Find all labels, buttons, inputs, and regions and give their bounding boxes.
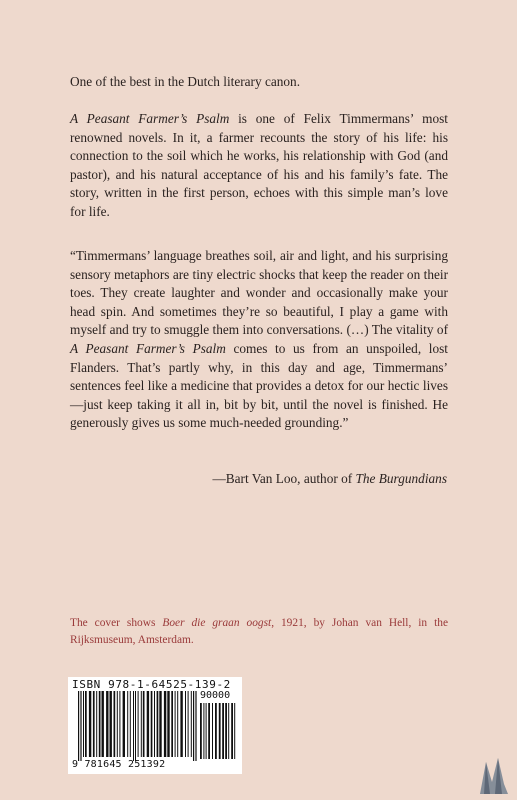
barcode-bar [212, 703, 213, 759]
barcode-bar [225, 703, 227, 759]
barcode-bar [228, 703, 229, 759]
barcode-bar [231, 703, 233, 759]
barcode-bar [114, 691, 116, 757]
barcode-bar [171, 691, 173, 757]
barcode-bar [138, 691, 139, 757]
barcode-bar [177, 691, 178, 757]
barcode-bar [185, 691, 186, 757]
attribution-work: The Burgundians [355, 471, 447, 486]
barcode-bar [222, 703, 224, 759]
barcode-bar [99, 691, 101, 757]
book-description [70, 110, 448, 222]
barcode-bar [215, 703, 217, 759]
review-quote [70, 247, 448, 433]
barcode-bar [167, 691, 169, 757]
barcode-bar [203, 703, 204, 759]
isbn-barcode [68, 677, 242, 774]
barcode-bar [110, 691, 112, 757]
barcode-bar [191, 691, 192, 757]
barcode-bar [127, 691, 128, 757]
barcode-bar [164, 691, 166, 757]
cover-credit-prefix: The cover shows [70, 617, 163, 629]
barcode-bar [130, 691, 131, 757]
barcode-bar [143, 691, 145, 757]
barcode-bar [208, 703, 210, 759]
barcode-bar [175, 691, 176, 757]
barcode-bar [78, 691, 79, 761]
barcode-bar [135, 691, 136, 761]
barcode-bars [72, 691, 238, 761]
book-title: A Peasant Farmer’s Psalm [70, 111, 230, 126]
barcode-bar [147, 691, 149, 757]
barcode-bar [96, 691, 97, 757]
barcode-bar [219, 703, 221, 759]
publisher-logo [476, 754, 512, 796]
barcode-bar [93, 691, 95, 757]
cover-artwork-title: Boer die graan oogst [162, 617, 272, 629]
barcode-bar [133, 691, 134, 761]
barcode-bar [195, 691, 196, 761]
barcode-bar [141, 691, 142, 757]
barcode-bar [119, 691, 120, 757]
barcode-bar [102, 691, 104, 757]
barcode-bar [117, 691, 118, 757]
barcode-bar [157, 691, 159, 757]
cover-credit-suffix: , 1921, by Johan van Hell, in the Rijksmuseum, Amsterdam. [70, 617, 449, 646]
barcode-bar [154, 691, 155, 757]
quote-attribution [212, 470, 447, 489]
barcode-bar [123, 691, 125, 757]
barcode-bar [234, 703, 235, 759]
addon-digits: 90000 [200, 690, 231, 701]
cover-credit [70, 615, 448, 648]
ean-digits: 9 781645 251392 [72, 759, 166, 770]
barcode-bar [85, 691, 87, 757]
barcode-bar [83, 691, 84, 757]
barcode-bar [193, 691, 194, 761]
description-text: is one of Felix Timmermans’ most renowned novels. In it, a farmer recounts the story of his life: his connection to the soil which he works, his relationship with God (and pastor), and his natural acceptance of his and his family’s fate. The story, written in the first person, echoes with this simple man’s love for life. [70, 111, 448, 219]
barcode-bar [206, 703, 207, 759]
tagline: One of the best in the Dutch literary canon. [70, 74, 301, 89]
isbn-label: ISBN 978-1-64525-139-2 [72, 678, 231, 691]
barcode-bar [106, 691, 108, 757]
barcode-bar [151, 691, 153, 757]
quote-part-2: comes to us from an unspoiled, lost Flanders. That’s partly why, in this day and age, Timmermans’ sentences feel like a medicine that provides a detox for our hectic lives—just keep taking it all in, bit by bit, until the novel is finished. He generously gives us some much-needed grounding.” [70, 340, 448, 431]
barcode-bar [180, 691, 182, 757]
attribution-prefix: —Bart Van Loo, author of [212, 471, 356, 486]
quote-book-title: A Peasant Farmer’s Psalm [70, 340, 226, 356]
barcode-bar [80, 691, 81, 761]
quote-part-1: “Timmermans’ language breathes soil, air and light, and his surprising sensory metaphors are tiny electric shocks that keep the reader on their toes. They create laughter and wonder and occasionally make your head spin. And sometimes they’re so beautiful, I play a game with myself and try to smuggle them into conversations. (…) The vitality of [70, 248, 448, 338]
barcode-bar [188, 691, 189, 757]
barcode-bar [89, 691, 91, 757]
barcode-bar [200, 703, 202, 759]
barcode-bar [159, 691, 161, 757]
